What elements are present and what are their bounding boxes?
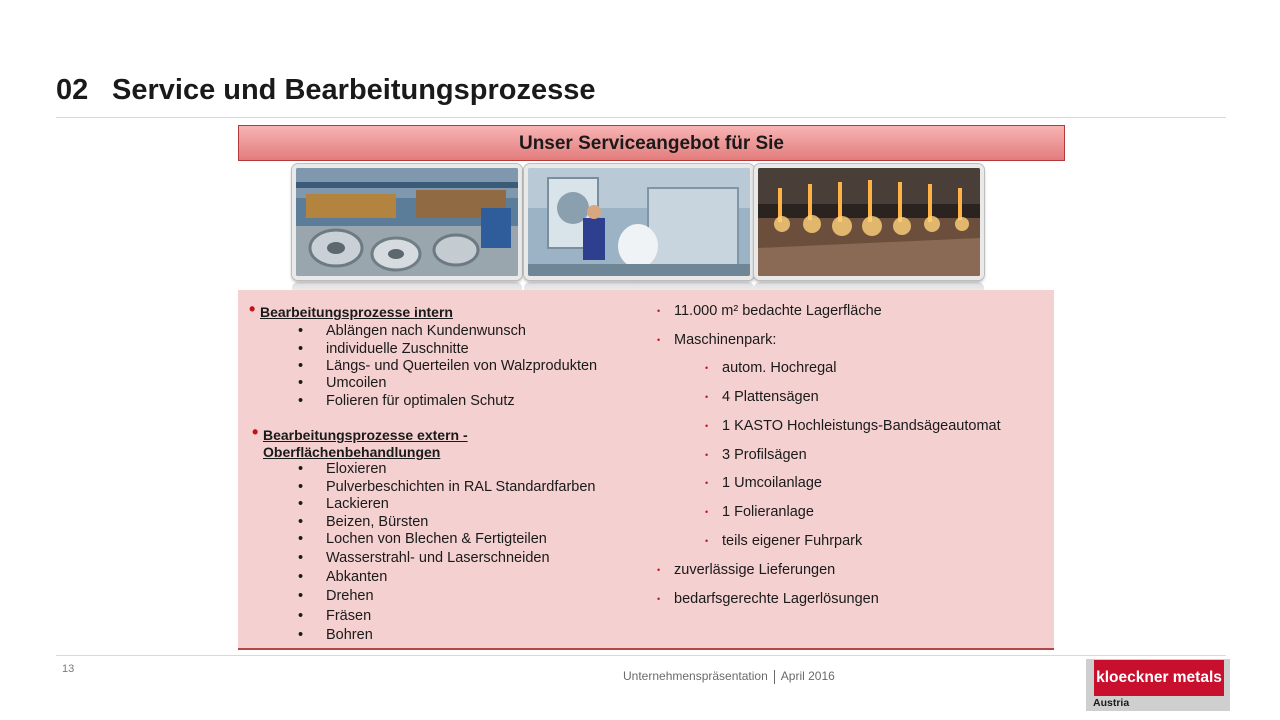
list-item: • Bohren [298,627,373,643]
presentation-label: Unternehmenspräsentation [623,669,768,683]
list-item: • Ablängen nach Kundenwunsch [298,323,526,339]
list-item: • Eloxieren [298,461,387,477]
list-item: • 1 Folieranlage [705,504,814,520]
list-item: • Wasserstrahl- und Laserschneiden [298,550,550,566]
laser-cutting-sparks-photo [754,164,984,280]
bullet-icon: • [249,299,256,319]
warehouse-steel-coils-photo [292,164,522,280]
logo-country: Austria [1093,697,1130,709]
list-item: • individuelle Zuschnitte [298,341,469,357]
list-item: • Lackieren [298,496,389,512]
page-number: 13 [62,663,75,675]
list-item: • teils eigener Fuhrpark [705,533,863,549]
list-item: • 3 Profilsägen [705,447,807,463]
list-item: • Maschinenpark: [657,332,777,348]
list-item: • Längs- und Querteilen von Walzprodukten [298,358,598,374]
company-logo [1086,659,1230,711]
footer-divider [56,655,1226,656]
header-divider [56,117,1226,118]
list-item: • 11.000 m² bedachte Lagerfläche [657,303,882,319]
machine-operator-photo [524,164,754,280]
list-item: • Lochen von Blechen & Fertigteilen [298,531,547,547]
external-processes-heading: • Bearbeitungsprozesse extern - Oberflächenbehandlungen [252,422,468,460]
list-item: • 4 Plattensägen [705,389,819,405]
logo-brand: kloeckner metals [1094,660,1224,696]
list-item: • Pulverbeschichten in RAL Standardfarben [298,479,596,495]
list-item: • Fräsen [298,608,372,624]
list-item: • 1 Umcoilanlage [705,475,822,491]
section-number: 02 [56,74,89,106]
footer-text [623,669,835,684]
list-item: • Folieren für optimalen Schutz [298,393,515,409]
list-item: • autom. Hochregal [705,360,837,376]
list-item: • 1 KASTO Hochleistungs-Bandsägeautomat [705,418,1001,434]
presentation-date: April 2016 [780,669,835,683]
list-item: • zuverlässige Lieferungen [657,562,836,578]
page-title-text: Service und Bearbeitungsprozesse [112,74,596,106]
list-item: • bedarfsgerechte Lagerlösungen [657,591,879,607]
list-item: • Beizen, Bürsten [298,514,429,530]
page-title [56,74,596,107]
service-banner: Unser Serviceangebot für Sie [238,125,1065,161]
list-item: • Abkanten [298,569,388,585]
bullet-icon: • [252,422,259,442]
list-item: • Umcoilen [298,375,387,391]
internal-processes-heading: • Bearbeitungsprozesse intern [249,299,453,320]
list-item: • Drehen [298,588,374,604]
content-panel [238,290,1054,650]
footer-separator [774,670,775,684]
